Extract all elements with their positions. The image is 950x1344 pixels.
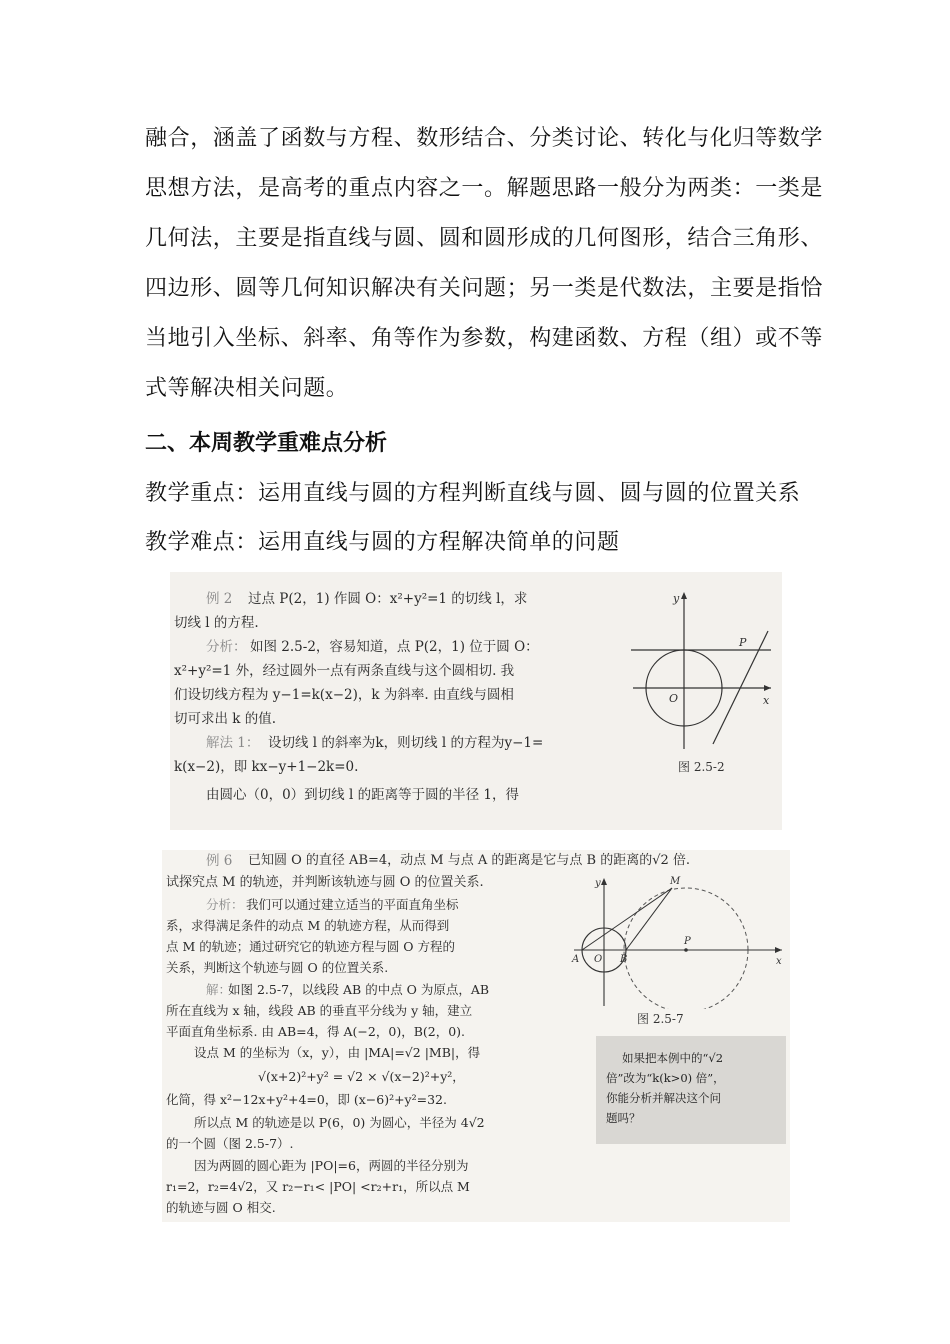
example-6-line: 试探究点 M 的轨迹，并判断该轨迹与圆 O 的位置关系. bbox=[166, 875, 484, 890]
example-6-line: r₁=2，r₂=4√2，又 r₂−r₁< |PO| <r₂+r₁，所以点 M bbox=[166, 1179, 470, 1194]
point-p-label: P bbox=[684, 936, 691, 947]
figure-2-5-2 bbox=[625, 584, 775, 754]
segment-mb bbox=[626, 888, 672, 950]
intro-line: 思想方法，是高考的重点内容之一。解题思路一般分为两类：一类是 bbox=[145, 176, 824, 201]
example-2-label: 例 2 bbox=[206, 591, 233, 607]
key-point: 教学重点：运用直线与圆的方程判断直线与圆、圆与圆的位置关系 bbox=[145, 481, 801, 506]
intro-line: 融合，涵盖了函数与方程、数形结合、分类讨论、转化与化归等数学 bbox=[145, 126, 824, 151]
example-6-scan bbox=[162, 850, 790, 1222]
example-6-line: 所在直线为 x 轴，线段 AB 的垂直平分线为 y 轴，建立 bbox=[166, 1003, 473, 1018]
x-axis-arrow bbox=[775, 947, 782, 953]
analysis-label: 分析： bbox=[206, 897, 244, 912]
example-2-line: x²+y²=1 外，经过圆外一点有两条直线与这个圆相切. 我 bbox=[174, 663, 515, 679]
example-6-line: 如图 2.5-7，以线段 AB 的中点 O 为原点，AB bbox=[228, 982, 490, 997]
example-6-line: 平面直角坐标系. 由 AB=4，得 A(−2，0)，B(2，0). bbox=[166, 1024, 466, 1039]
note-line: 如果把本例中的“√2 bbox=[622, 1051, 724, 1065]
y-axis-label: y bbox=[595, 878, 601, 889]
example-2-scan bbox=[170, 572, 782, 830]
intro-line: 几何法，主要是指直线与圆、圆和圆形成的几何图形，结合三角形、 bbox=[145, 226, 824, 251]
example-6-line: 所以点 M 的轨迹是以 P(6，0) 为圆心，半径为 4√2 bbox=[194, 1115, 485, 1130]
example-6-line: 设点 M 的坐标为（x，y），由 |MA|=√2 |MB|，得 bbox=[194, 1045, 481, 1060]
example-6-line: 我们可以通过建立适当的平面直角坐标 bbox=[246, 897, 459, 912]
example-6-line: 因为两圆的圆心距为 |PO|=6，两圆的半径分别为 bbox=[194, 1158, 469, 1173]
figure-caption: 图 2.5-2 bbox=[678, 760, 725, 774]
intro-line: 当地引入坐标、斜率、角等作为参数，构建函数、方程（组）或不等 bbox=[145, 326, 824, 351]
point-m-label: M bbox=[670, 876, 681, 887]
point-p bbox=[684, 948, 688, 952]
intro-paragraph bbox=[145, 114, 824, 414]
example-6-line: 已知圆 O 的直径 AB=4，动点 M 与点 A 的距离是它与点 B 的距离的√2 倍. bbox=[248, 853, 691, 868]
point-b-label: B bbox=[620, 954, 628, 965]
analysis-label: 分析： bbox=[206, 639, 247, 655]
example-2-line: 由圆心（0，0）到切线 l 的距离等于圆的半径 1，得 bbox=[206, 787, 519, 803]
think-note bbox=[596, 1036, 786, 1144]
origin-label: O bbox=[669, 692, 679, 705]
intro-line: 式等解决相关问题。 bbox=[145, 376, 349, 401]
x-axis-arrow bbox=[764, 685, 771, 691]
x-axis-label: x bbox=[776, 956, 782, 967]
section-heading: 二、本周教学重难点分析 bbox=[145, 431, 388, 456]
example-6-line: 点 M 的轨迹；通过研究它的轨迹方程与圆 O 方程的 bbox=[166, 939, 455, 954]
example-2-line: 切可求出 k 的值. bbox=[174, 711, 277, 727]
note-line: 题吗？ bbox=[606, 1111, 641, 1125]
note-line: 倍”改为“k(k>0) 倍”， bbox=[606, 1071, 725, 1085]
point-p-label: P bbox=[739, 636, 747, 649]
example-2-line: k(x−2)，即 kx−y+1−2k=0. bbox=[174, 759, 359, 775]
x-axis-label: x bbox=[763, 694, 770, 707]
example-2-line: 设切线 l 的斜率为k，则切线 l 的方程为y−1= bbox=[268, 735, 544, 751]
y-axis-label: y bbox=[673, 592, 680, 605]
origin-label: O bbox=[594, 954, 603, 965]
y-axis-arrow bbox=[601, 878, 607, 885]
point-a-label: A bbox=[572, 954, 580, 965]
example-6-line: 的轨迹与圆 O 相交. bbox=[166, 1200, 276, 1215]
example-6-equation: √(x+2)²+y² = √2 × √(x−2)²+y²， bbox=[258, 1069, 465, 1084]
example-2-line: 们设切线方程为 y−1=k(x−2)，k 为斜率. 由直线与圆相 bbox=[174, 687, 514, 703]
example-6-line: 化简，得 x²−12x+y²+4=0，即 (x−6)²+y²=32. bbox=[166, 1092, 447, 1107]
example-6-line: 的一个圆（图 2.5-7）. bbox=[166, 1136, 294, 1151]
solution-label: 解： bbox=[206, 982, 232, 997]
intro-line: 四边形、圆等几何知识解决有关问题；另一类是代数法，主要是指恰 bbox=[145, 276, 824, 301]
figure-caption: 图 2.5-7 bbox=[637, 1012, 684, 1026]
example-6-line: 关系，判断这个轨迹与圆 O 的位置关系. bbox=[166, 960, 389, 975]
example-2-line: 过点 P(2，1) 作圆 O：x²+y²=1 的切线 l，求 bbox=[248, 591, 528, 607]
figure-2-5-7 bbox=[570, 874, 790, 1009]
segment-ma bbox=[582, 888, 672, 950]
example-2-line: 切线 l 的方程. bbox=[174, 615, 259, 631]
solution-label: 解法 1： bbox=[206, 735, 260, 751]
example-2-line: 如图 2.5-2，容易知道，点 P(2，1) 位于圆 O： bbox=[250, 639, 539, 655]
example-6-label: 例 6 bbox=[206, 853, 233, 869]
difficult-point: 教学难点：运用直线与圆的方程解决简单的问题 bbox=[145, 530, 620, 555]
y-axis-arrow bbox=[681, 592, 687, 599]
note-line: 你能分析并解决这个问 bbox=[606, 1091, 721, 1105]
example-6-line: 系，求得满足条件的动点 M 的轨迹方程，从而得到 bbox=[166, 918, 450, 933]
